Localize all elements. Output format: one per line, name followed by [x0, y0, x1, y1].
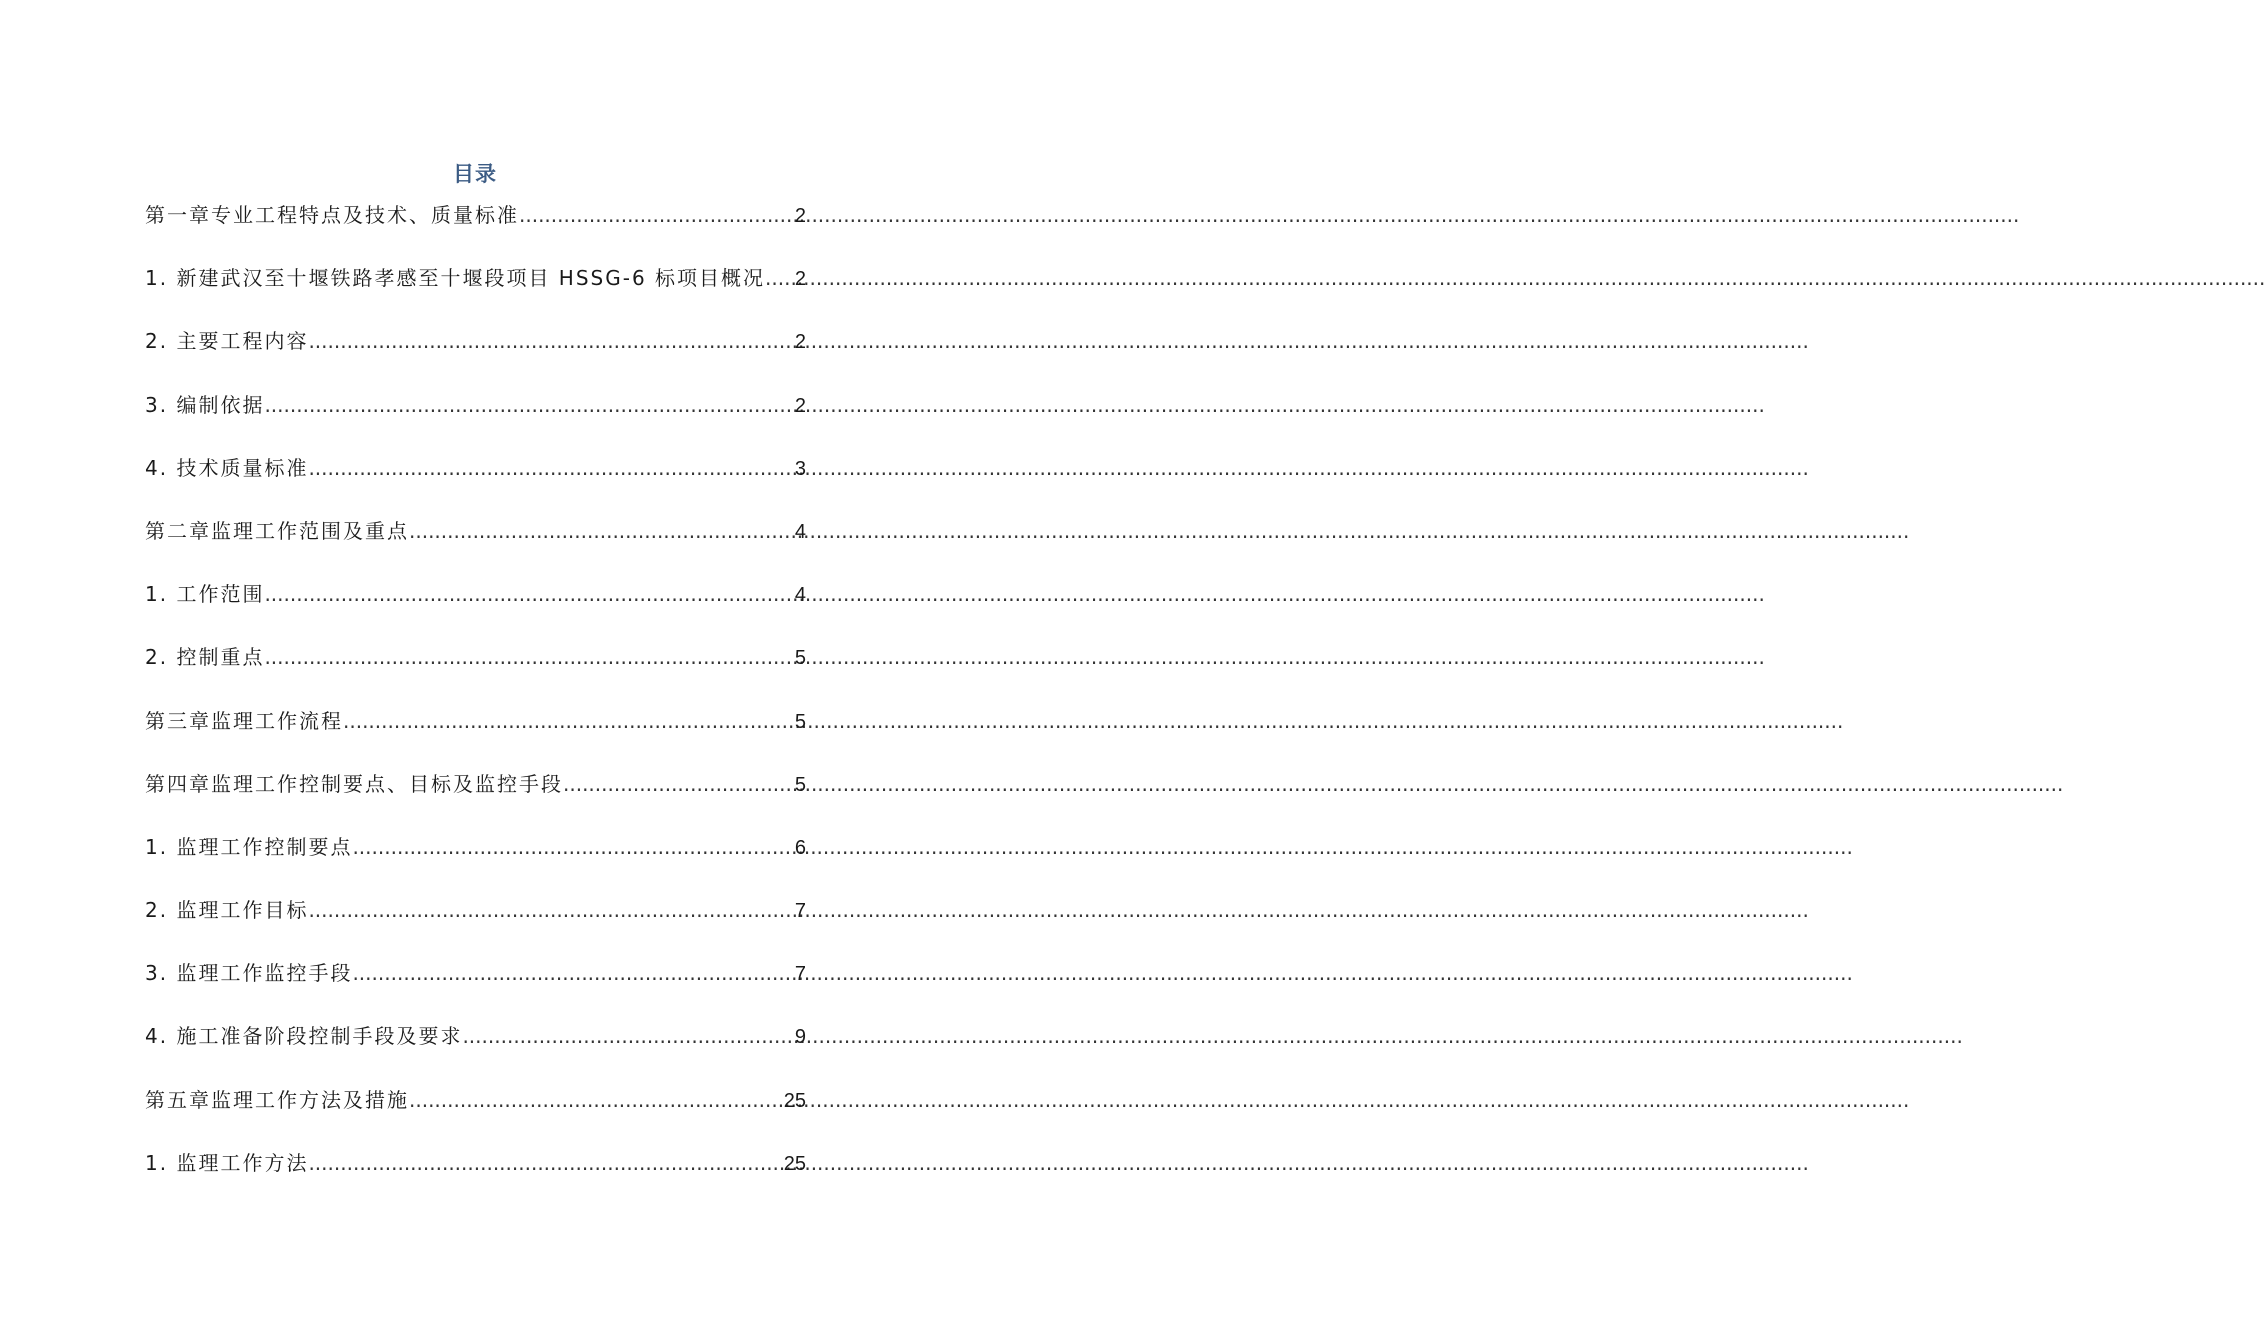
- toc-leader-dots: [308, 446, 793, 490]
- toc-leader-dots: [563, 762, 794, 806]
- toc-entry[interactable]: [145, 951, 806, 1014]
- toc-entry-page: 2: [794, 268, 806, 291]
- toc-leader-dots: [352, 825, 793, 869]
- toc-list: [145, 193, 806, 1204]
- toc-entry-label: 3. 监理工作监控手段: [145, 961, 353, 986]
- toc-entry-label: 4. 施工准备阶段控制手段及要求: [145, 1024, 463, 1049]
- toc-entry[interactable]: [145, 1078, 806, 1141]
- toc-entry-label: 第二章监理工作范围及重点: [145, 518, 409, 543]
- toc-leader-dots: [343, 699, 794, 743]
- toc-leader-dots: [352, 951, 793, 995]
- toc-entry-label: 1. 新建武汉至十堰铁路孝感至十堰段项目 HSSG-6 标项目概况: [145, 266, 766, 291]
- toc-leader-dots: [308, 319, 793, 363]
- toc-leader-dots: [308, 1141, 782, 1185]
- toc-entry-label: 3. 编制依据: [145, 392, 265, 417]
- toc-entry-label: 1. 监理工作控制要点: [145, 834, 353, 859]
- toc-leader-dots: [264, 635, 793, 679]
- toc-entry-page: 25: [783, 1089, 806, 1112]
- toc-entry-page: 2: [794, 205, 806, 227]
- toc-entry-page: 4: [794, 520, 806, 543]
- toc-entry[interactable]: [145, 256, 806, 319]
- toc-entry[interactable]: [145, 699, 806, 762]
- toc-leader-dots: [409, 1078, 783, 1122]
- toc-leader-dots: [462, 1014, 793, 1058]
- toc-entry[interactable]: [145, 193, 806, 256]
- toc-entry[interactable]: [145, 635, 806, 698]
- document-page: [0, 0, 950, 1344]
- toc-entry-label: 1. 监理工作方法: [145, 1150, 309, 1175]
- toc-entry[interactable]: [145, 1014, 806, 1077]
- toc-entry-page: 2: [794, 331, 806, 354]
- toc-entry-page: 4: [794, 584, 806, 607]
- toc-leader-dots: [519, 193, 794, 237]
- toc-entry-label: 4. 技术质量标准: [145, 455, 309, 480]
- toc-leader-dots: [409, 509, 794, 553]
- toc-entry[interactable]: [145, 446, 806, 509]
- toc-leader-dots: [308, 888, 793, 932]
- toc-entry[interactable]: [145, 509, 806, 572]
- toc-entry[interactable]: [145, 572, 806, 635]
- toc-leader-dots: [264, 383, 793, 427]
- toc-entry[interactable]: [145, 383, 806, 446]
- toc-leader-dots: [765, 256, 794, 300]
- toc-entry-page: 2: [794, 394, 806, 417]
- toc-entry-page: 5: [794, 647, 806, 670]
- toc-entry-label: 2. 监理工作目标: [145, 898, 309, 923]
- toc-entry-page: 7: [794, 963, 806, 986]
- toc-entry-label: 2. 主要工程内容: [145, 329, 309, 354]
- toc-entry-label: 第五章监理工作方法及措施: [145, 1087, 409, 1112]
- toc-entry-label: 第三章监理工作流程: [145, 708, 343, 733]
- toc-entry[interactable]: [145, 825, 806, 888]
- toc-entry-page: 7: [794, 900, 806, 923]
- toc-entry-page: 5: [794, 773, 806, 796]
- toc-entry-label: 1. 工作范围: [145, 582, 265, 607]
- toc-entry-label: 2. 控制重点: [145, 645, 265, 670]
- toc-entry-label: 第四章监理工作控制要点、目标及监控手段: [145, 771, 563, 796]
- toc-entry[interactable]: [145, 762, 806, 825]
- toc-entry[interactable]: [145, 319, 806, 382]
- toc-entry[interactable]: [145, 888, 806, 951]
- toc-entry-page: 9: [794, 1026, 806, 1049]
- toc-entry[interactable]: [145, 1141, 806, 1204]
- toc-entry-label: 第一章专业工程特点及技术、质量标准: [145, 203, 519, 227]
- toc-leader-dots: [264, 572, 793, 616]
- toc-entry-page: 6: [794, 836, 806, 859]
- toc-title: 目录: [453, 162, 497, 186]
- toc-entry-page: 25: [783, 1152, 806, 1175]
- toc-entry-page: 3: [794, 457, 806, 480]
- toc-entry-page: 5: [794, 710, 806, 733]
